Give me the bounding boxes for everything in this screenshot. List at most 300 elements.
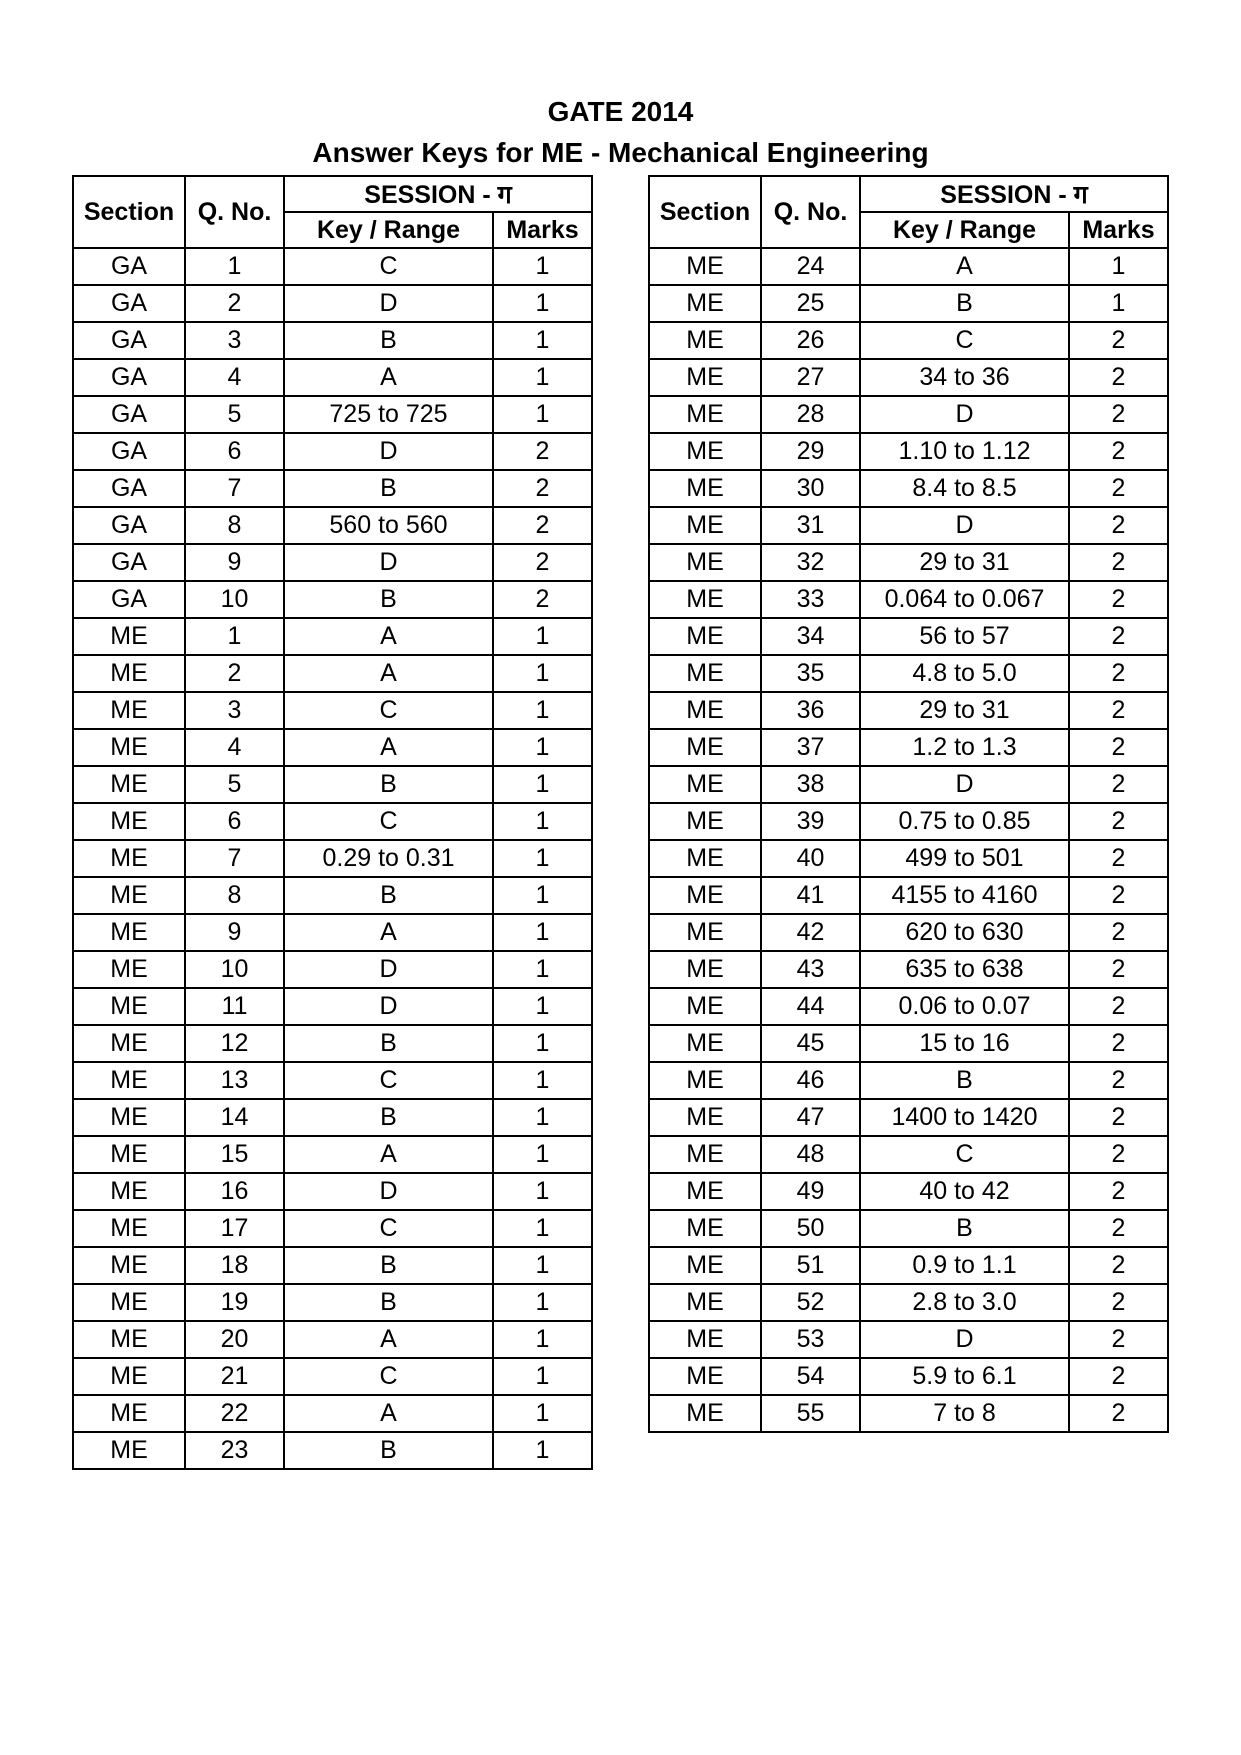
key-range-cell: 1400 to 1420	[860, 1099, 1069, 1136]
table-row	[73, 1062, 592, 1099]
key-range-cell: C	[284, 248, 493, 285]
q-no-cell: 5	[185, 766, 284, 803]
key-range-cell: 29 to 31	[860, 692, 1069, 729]
q-no-cell: 6	[185, 433, 284, 470]
page-subtitle: Answer Keys for ME - Mechanical Engineering	[312, 137, 929, 168]
q-no-cell: 43	[761, 951, 860, 988]
answer-key-table-left	[72, 175, 593, 1470]
marks-cell: 1	[493, 322, 592, 359]
q-no-cell: 37	[761, 729, 860, 766]
key-range-cell: 620 to 630	[860, 914, 1069, 951]
section-cell: GA	[73, 248, 185, 285]
table-row	[649, 1099, 1168, 1136]
marks-cell: 1	[493, 988, 592, 1025]
marks-cell: 2	[1069, 581, 1168, 618]
marks-cell: 2	[1069, 396, 1168, 433]
marks-cell: 2	[493, 507, 592, 544]
q-no-cell: 54	[761, 1358, 860, 1395]
section-cell: ME	[73, 655, 185, 692]
q-no-cell: 53	[761, 1321, 860, 1358]
section-cell: ME	[649, 1321, 761, 1358]
q-no-cell: 13	[185, 1062, 284, 1099]
key-range-cell: D	[284, 1173, 493, 1210]
table-row	[649, 877, 1168, 914]
key-range-header: Key / Range	[284, 212, 493, 248]
q-no-cell: 7	[185, 470, 284, 507]
section-cell: ME	[649, 396, 761, 433]
key-range-cell: 560 to 560	[284, 507, 493, 544]
section-cell: ME	[73, 766, 185, 803]
marks-cell: 1	[493, 1173, 592, 1210]
section-cell: GA	[73, 285, 185, 322]
q-no-cell: 1	[185, 248, 284, 285]
table-row	[73, 692, 592, 729]
key-range-cell: A	[284, 1395, 493, 1432]
table-row	[649, 322, 1168, 359]
key-range-cell: B	[860, 1062, 1069, 1099]
q-no-cell: 39	[761, 803, 860, 840]
q-no-cell: 28	[761, 396, 860, 433]
section-cell: ME	[649, 1173, 761, 1210]
q-no-cell: 10	[185, 951, 284, 988]
q-no-cell: 26	[761, 322, 860, 359]
section-cell: ME	[649, 877, 761, 914]
section-cell: ME	[73, 692, 185, 729]
key-range-cell: D	[284, 544, 493, 581]
section-cell: ME	[73, 1099, 185, 1136]
marks-cell: 2	[1069, 655, 1168, 692]
section-cell: ME	[649, 581, 761, 618]
q-no-cell: 15	[185, 1136, 284, 1173]
key-range-cell: B	[284, 1099, 493, 1136]
q-no-cell: 36	[761, 692, 860, 729]
table-row	[649, 1321, 1168, 1358]
table-row	[73, 618, 592, 655]
key-range-cell: 7 to 8	[860, 1395, 1069, 1432]
marks-cell: 2	[1069, 1358, 1168, 1395]
section-cell: ME	[73, 1136, 185, 1173]
section-cell: GA	[73, 507, 185, 544]
key-range-cell: C	[284, 803, 493, 840]
key-range-cell: A	[284, 729, 493, 766]
marks-cell: 2	[1069, 840, 1168, 877]
key-range-cell: 0.06 to 0.07	[860, 988, 1069, 1025]
q-no-cell: 51	[761, 1247, 860, 1284]
q-no-cell: 20	[185, 1321, 284, 1358]
table-row	[649, 470, 1168, 507]
q-no-cell: 31	[761, 507, 860, 544]
marks-cell: 2	[1069, 1173, 1168, 1210]
marks-cell: 2	[1069, 359, 1168, 396]
section-cell: ME	[649, 507, 761, 544]
section-cell: ME	[649, 322, 761, 359]
key-range-cell: C	[284, 692, 493, 729]
key-range-cell: D	[860, 766, 1069, 803]
marks-cell: 1	[1069, 248, 1168, 285]
q-no-cell: 1	[185, 618, 284, 655]
q-no-cell: 2	[185, 285, 284, 322]
key-range-cell: B	[284, 581, 493, 618]
key-range-cell: A	[284, 1321, 493, 1358]
marks-cell: 2	[1069, 1247, 1168, 1284]
marks-header: Marks	[1069, 212, 1168, 248]
table-row	[649, 1210, 1168, 1247]
marks-cell: 1	[493, 1321, 592, 1358]
marks-cell: 1	[493, 248, 592, 285]
section-cell: ME	[73, 1284, 185, 1321]
q-no-cell: 29	[761, 433, 860, 470]
marks-cell: 1	[493, 1025, 592, 1062]
marks-cell: 1	[493, 285, 592, 322]
marks-cell: 1	[493, 1136, 592, 1173]
section-cell: ME	[649, 544, 761, 581]
marks-cell: 1	[493, 914, 592, 951]
section-cell: GA	[73, 433, 185, 470]
q-no-cell: 4	[185, 729, 284, 766]
section-cell: ME	[73, 1395, 185, 1432]
marks-cell: 2	[1069, 544, 1168, 581]
table-row	[649, 766, 1168, 803]
table-row	[649, 507, 1168, 544]
section-cell: ME	[649, 285, 761, 322]
table-row	[73, 988, 592, 1025]
key-range-cell: 56 to 57	[860, 618, 1069, 655]
key-range-cell: 0.9 to 1.1	[860, 1247, 1069, 1284]
key-range-cell: 29 to 31	[860, 544, 1069, 581]
section-cell: ME	[649, 248, 761, 285]
q-no-cell: 33	[761, 581, 860, 618]
key-range-cell: A	[284, 618, 493, 655]
q-no-cell: 8	[185, 507, 284, 544]
marks-cell: 2	[1069, 914, 1168, 951]
section-cell: ME	[649, 1247, 761, 1284]
marks-cell: 1	[493, 840, 592, 877]
q-no-cell: 48	[761, 1136, 860, 1173]
key-range-cell: A	[284, 1136, 493, 1173]
table-row	[73, 1247, 592, 1284]
marks-cell: 1	[493, 1247, 592, 1284]
q-no-cell: 42	[761, 914, 860, 951]
key-range-cell: 1.2 to 1.3	[860, 729, 1069, 766]
section-cell: ME	[649, 655, 761, 692]
section-cell: GA	[73, 322, 185, 359]
q-no-cell: 4	[185, 359, 284, 396]
section-cell: ME	[73, 877, 185, 914]
key-range-cell: D	[284, 951, 493, 988]
table-body-left	[73, 248, 592, 1469]
marks-cell: 1	[493, 877, 592, 914]
q-no-cell: 40	[761, 840, 860, 877]
section-cell: ME	[73, 951, 185, 988]
section-cell: ME	[649, 692, 761, 729]
section-cell: ME	[73, 1025, 185, 1062]
marks-cell: 1	[493, 1210, 592, 1247]
table-row	[73, 1173, 592, 1210]
key-range-cell: B	[284, 1432, 493, 1469]
key-range-header: Key / Range	[860, 212, 1069, 248]
section-cell: ME	[649, 470, 761, 507]
table-row	[73, 877, 592, 914]
marks-cell: 2	[1069, 433, 1168, 470]
section-cell: ME	[649, 618, 761, 655]
q-no-header: Q. No.	[185, 176, 284, 248]
key-range-cell: C	[284, 1358, 493, 1395]
key-range-cell: C	[860, 322, 1069, 359]
marks-cell: 2	[493, 581, 592, 618]
key-range-cell: A	[284, 655, 493, 692]
table-row	[649, 803, 1168, 840]
session-header: SESSION - ग	[284, 176, 592, 212]
section-cell: ME	[649, 840, 761, 877]
marks-cell: 1	[493, 1284, 592, 1321]
marks-cell: 1	[493, 1099, 592, 1136]
key-range-cell: 40 to 42	[860, 1173, 1069, 1210]
table-row	[73, 1284, 592, 1321]
key-range-cell: C	[284, 1062, 493, 1099]
section-cell: ME	[649, 1358, 761, 1395]
table-row	[73, 729, 592, 766]
section-cell: ME	[649, 803, 761, 840]
table-row	[73, 285, 592, 322]
marks-cell: 1	[493, 1358, 592, 1395]
key-range-cell: B	[284, 1284, 493, 1321]
key-range-cell: 34 to 36	[860, 359, 1069, 396]
q-no-cell: 12	[185, 1025, 284, 1062]
key-range-cell: C	[860, 1136, 1069, 1173]
table-row	[649, 618, 1168, 655]
marks-cell: 2	[1069, 470, 1168, 507]
section-cell: ME	[649, 1099, 761, 1136]
section-cell: ME	[73, 914, 185, 951]
table-row	[73, 655, 592, 692]
key-range-cell: D	[284, 988, 493, 1025]
table-row	[73, 544, 592, 581]
q-no-cell: 21	[185, 1358, 284, 1395]
marks-cell: 2	[1069, 1395, 1168, 1432]
key-range-cell: A	[284, 359, 493, 396]
section-cell: ME	[73, 1358, 185, 1395]
q-no-cell: 5	[185, 396, 284, 433]
q-no-cell: 3	[185, 322, 284, 359]
marks-cell: 2	[1069, 1284, 1168, 1321]
section-header: Section	[649, 176, 761, 248]
q-no-cell: 17	[185, 1210, 284, 1247]
answer-key-table-right	[648, 175, 1169, 1433]
marks-cell: 2	[493, 470, 592, 507]
key-range-cell: 15 to 16	[860, 1025, 1069, 1062]
key-range-cell: 1.10 to 1.12	[860, 433, 1069, 470]
marks-cell: 1	[493, 729, 592, 766]
marks-cell: 1	[493, 803, 592, 840]
marks-cell: 2	[1069, 951, 1168, 988]
q-no-cell: 45	[761, 1025, 860, 1062]
marks-header: Marks	[493, 212, 592, 248]
marks-cell: 2	[1069, 1025, 1168, 1062]
table-row	[73, 1395, 592, 1432]
table-row	[649, 951, 1168, 988]
marks-cell: 1	[493, 618, 592, 655]
q-no-cell: 11	[185, 988, 284, 1025]
key-range-cell: B	[284, 877, 493, 914]
q-no-cell: 44	[761, 988, 860, 1025]
q-no-cell: 22	[185, 1395, 284, 1432]
marks-cell: 2	[493, 433, 592, 470]
key-range-cell: 2.8 to 3.0	[860, 1284, 1069, 1321]
table-row	[73, 951, 592, 988]
table-row	[73, 803, 592, 840]
table-row	[73, 1136, 592, 1173]
section-cell: GA	[73, 396, 185, 433]
table-row	[73, 359, 592, 396]
q-no-cell: 34	[761, 618, 860, 655]
table-row	[73, 1210, 592, 1247]
marks-cell: 2	[1069, 618, 1168, 655]
table-row	[649, 1395, 1168, 1432]
section-cell: ME	[649, 1136, 761, 1173]
table-row	[649, 433, 1168, 470]
q-no-cell: 25	[761, 285, 860, 322]
q-no-cell: 16	[185, 1173, 284, 1210]
key-range-cell: D	[860, 396, 1069, 433]
section-cell: ME	[73, 1321, 185, 1358]
marks-cell: 2	[1069, 1062, 1168, 1099]
q-no-cell: 9	[185, 914, 284, 951]
table-row	[73, 1099, 592, 1136]
marks-cell: 1	[493, 1432, 592, 1469]
table-row	[649, 729, 1168, 766]
q-no-cell: 14	[185, 1099, 284, 1136]
marks-cell: 2	[1069, 766, 1168, 803]
table-row	[73, 248, 592, 285]
key-range-cell: 0.75 to 0.85	[860, 803, 1069, 840]
table-row	[649, 1284, 1168, 1321]
q-no-cell: 32	[761, 544, 860, 581]
key-range-cell: 5.9 to 6.1	[860, 1358, 1069, 1395]
marks-cell: 2	[1069, 322, 1168, 359]
marks-cell: 1	[493, 951, 592, 988]
marks-cell: 1	[493, 1395, 592, 1432]
table-row	[649, 1358, 1168, 1395]
table-row	[649, 1062, 1168, 1099]
section-cell: ME	[649, 1210, 761, 1247]
marks-cell: 2	[1069, 1099, 1168, 1136]
table-row	[649, 988, 1168, 1025]
q-no-cell: 46	[761, 1062, 860, 1099]
q-no-cell: 47	[761, 1099, 860, 1136]
table-row	[73, 507, 592, 544]
q-no-cell: 55	[761, 1395, 860, 1432]
table-row	[73, 1432, 592, 1469]
marks-cell: 2	[1069, 1321, 1168, 1358]
key-range-cell: 8.4 to 8.5	[860, 470, 1069, 507]
q-no-cell: 8	[185, 877, 284, 914]
section-header: Section	[73, 176, 185, 248]
q-no-cell: 2	[185, 655, 284, 692]
key-range-cell: D	[860, 1321, 1069, 1358]
table-row	[649, 1025, 1168, 1062]
marks-cell: 2	[1069, 988, 1168, 1025]
q-no-cell: 38	[761, 766, 860, 803]
key-range-cell: B	[284, 470, 493, 507]
key-range-cell: D	[860, 507, 1069, 544]
section-cell: ME	[649, 1284, 761, 1321]
section-cell: ME	[649, 766, 761, 803]
marks-cell: 2	[1069, 1136, 1168, 1173]
q-no-header: Q. No.	[761, 176, 860, 248]
key-range-cell: A	[860, 248, 1069, 285]
q-no-cell: 50	[761, 1210, 860, 1247]
marks-cell: 1	[493, 692, 592, 729]
q-no-cell: 24	[761, 248, 860, 285]
section-cell: ME	[649, 359, 761, 396]
marks-cell: 1	[493, 359, 592, 396]
table-row	[649, 396, 1168, 433]
section-cell: ME	[73, 1062, 185, 1099]
section-cell: ME	[649, 729, 761, 766]
q-no-cell: 6	[185, 803, 284, 840]
page-title: GATE 2014	[547, 96, 694, 127]
section-cell: ME	[649, 988, 761, 1025]
marks-cell: 2	[1069, 692, 1168, 729]
section-cell: ME	[649, 951, 761, 988]
q-no-cell: 9	[185, 544, 284, 581]
section-cell: ME	[73, 1432, 185, 1469]
section-cell: GA	[73, 470, 185, 507]
table-row	[73, 581, 592, 618]
marks-cell: 1	[493, 766, 592, 803]
table-row	[649, 1136, 1168, 1173]
section-cell: ME	[649, 1025, 761, 1062]
q-no-cell: 41	[761, 877, 860, 914]
table-row	[649, 581, 1168, 618]
table-row	[649, 1173, 1168, 1210]
key-range-cell: 0.29 to 0.31	[284, 840, 493, 877]
q-no-cell: 18	[185, 1247, 284, 1284]
section-cell: ME	[649, 1062, 761, 1099]
key-range-cell: C	[284, 1210, 493, 1247]
table-row	[649, 248, 1168, 285]
marks-cell: 2	[1069, 877, 1168, 914]
key-range-cell: 499 to 501	[860, 840, 1069, 877]
key-range-cell: B	[284, 766, 493, 803]
section-cell: ME	[73, 988, 185, 1025]
section-cell: GA	[73, 544, 185, 581]
table-row	[73, 840, 592, 877]
marks-cell: 1	[493, 396, 592, 433]
q-no-cell: 10	[185, 581, 284, 618]
key-range-cell: D	[284, 285, 493, 322]
key-range-cell: B	[860, 285, 1069, 322]
q-no-cell: 49	[761, 1173, 860, 1210]
table-row	[73, 322, 592, 359]
section-cell: ME	[73, 1173, 185, 1210]
q-no-cell: 7	[185, 840, 284, 877]
marks-cell: 2	[1069, 803, 1168, 840]
table-row	[73, 914, 592, 951]
table-row	[73, 1321, 592, 1358]
key-range-cell: A	[284, 914, 493, 951]
table-row	[649, 840, 1168, 877]
table-row	[73, 396, 592, 433]
q-no-cell: 23	[185, 1432, 284, 1469]
q-no-cell: 52	[761, 1284, 860, 1321]
q-no-cell: 27	[761, 359, 860, 396]
table-row	[649, 914, 1168, 951]
q-no-cell: 35	[761, 655, 860, 692]
table-row	[649, 544, 1168, 581]
section-cell: ME	[649, 914, 761, 951]
key-range-cell: 635 to 638	[860, 951, 1069, 988]
